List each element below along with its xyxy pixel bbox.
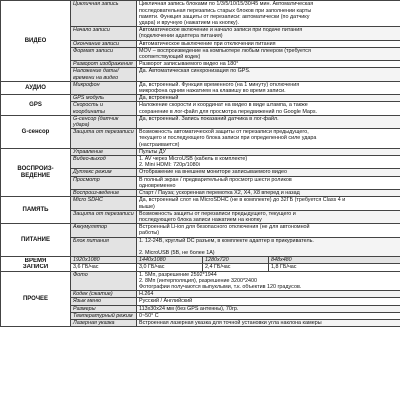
record-rate: 1,8 ГБ/час	[269, 264, 400, 271]
value-line: 1. 12-24В, круглый DC разъем, в комплекте адаптер в прикуриватель.	[139, 237, 314, 244]
row-value	[137, 312, 400, 319]
value-line: 2. Mini HDMI: 720p/1080i	[139, 162, 200, 169]
table-row	[1, 115, 400, 128]
row-label: Цикличная запись	[71, 1, 137, 27]
value-line: (подключении адаптера питания)	[139, 33, 223, 40]
value-line: Фотографии получаются выпуклыми, т.к. объектив 120 градусов.	[139, 283, 302, 290]
value-line: Отображение на внешнем мониторе записываемого видео	[139, 169, 288, 176]
value-line: 1. 5Мп, разрешение 2592*1944	[139, 271, 217, 278]
table-row	[1, 148, 400, 155]
row-label: Аккумулятор	[71, 224, 137, 237]
row-value	[137, 156, 400, 169]
row-label: Язык меню	[71, 298, 137, 305]
value-line: Старт / Пауза; ускоренная перемотка X2, X4, X8 вперед и назад	[139, 190, 300, 197]
value-line: удара) и вручную (нажатием на кнопку).	[139, 20, 240, 27]
row-value	[137, 176, 400, 189]
row-label: Окончание записи	[71, 40, 137, 47]
value-line: последовательная перезапись старых блоков при заполнении карты	[139, 7, 312, 14]
row-label: Дуплекс режим	[71, 169, 137, 176]
row-label: Просмотр	[71, 176, 137, 189]
value-line: 1. AV через MicroUSB (кабель в комплекте)	[139, 156, 248, 163]
row-value	[137, 40, 400, 47]
value-line: 0~50° C	[139, 312, 159, 319]
value-line: Да. Автоматическая синхронизация по GPS.	[139, 68, 251, 75]
row-value	[137, 169, 400, 176]
value-line: (настраивается)	[139, 141, 180, 148]
value-line: Да, встроенный. Функция временного (на 1 минуту) отключения	[139, 81, 300, 88]
row-value	[137, 197, 400, 210]
row-label: Блок питания	[71, 237, 137, 257]
value-line: Возможность защиты от перезаписи предыдущего, текущего и	[139, 210, 296, 217]
record-rate: 3,0 ГБ/час	[137, 264, 203, 271]
row-label: Защита от перезаписи	[71, 210, 137, 223]
row-label: Начало записи	[71, 27, 137, 40]
table-row	[1, 1, 400, 27]
row-value	[137, 115, 400, 128]
value-line: Пульты ДУ	[139, 148, 166, 155]
value-line: Наложение скорости и координат на видео в виде штампа, а также	[139, 102, 308, 109]
row-label: Лазерная указка	[71, 319, 137, 326]
section-video: ВИДЕО	[1, 1, 71, 81]
value-line: сохранение в лог-файл для просмотра передвижений по Google Maps.	[139, 108, 318, 115]
value-line: Цикличная запись блоками по 1/3/5/10/15/30/45 мин. Автоматическая	[139, 1, 314, 8]
row-label: G-сенсор (датчик удара)	[71, 115, 137, 128]
value-line: Да, встроенный	[139, 95, 179, 102]
row-label: Видео-выход	[71, 156, 137, 169]
row-value	[137, 298, 400, 305]
resolution-header: 1280x720	[203, 257, 269, 264]
row-value	[137, 210, 400, 223]
value-line: В полный экран / предварительный просмотр шести роликов	[139, 176, 292, 183]
row-label: Защита от перезаписи	[71, 129, 137, 149]
table-row	[1, 81, 400, 94]
table-row	[1, 257, 400, 264]
row-value	[137, 271, 400, 291]
row-value	[137, 95, 400, 102]
section-power: ПИТАНИЕ	[1, 224, 71, 257]
section-gsensor: G-сенсор	[1, 115, 71, 148]
row-value	[137, 68, 400, 81]
row-value	[137, 148, 400, 155]
section-memory: ПАМЯТЬ	[1, 197, 71, 224]
value-line: выше)	[139, 203, 155, 210]
section-gps: GPS	[1, 95, 71, 116]
row-label: Разворот изображения	[71, 61, 137, 68]
row-label: Формат записи	[71, 47, 137, 60]
row-label: Кодек (сжатие)	[71, 291, 137, 298]
row-value	[137, 129, 400, 149]
row-value	[137, 102, 400, 115]
value-line: 2. MicroUSB (5В, не более 1А)	[139, 249, 215, 256]
row-value	[137, 224, 400, 237]
row-value	[137, 319, 400, 326]
row-label: Размеры	[71, 305, 137, 312]
value-line: последующего блока записи нажатием на кнопку	[139, 216, 262, 223]
row-value	[137, 305, 400, 312]
record-rate: 2,4 ГБ/час	[203, 264, 269, 271]
value-line: памяти. Функция защиты от перезаписи: автоматически (по датчику	[139, 13, 310, 20]
value-line: Автоматическое включение и начало записи при подаче питания	[139, 27, 303, 34]
value-line: Автоматическое выключение при отключении питания	[139, 40, 276, 47]
value-line: работы)	[139, 230, 160, 237]
row-label: Micro SDHC	[71, 197, 137, 210]
row-value	[137, 61, 400, 68]
resolution-header: 1440x1080	[137, 257, 203, 264]
row-label: Воспроиз-ведение	[71, 190, 137, 197]
row-label: GPS модуль	[71, 95, 137, 102]
value-line: Разворот записываемого видео на 180°	[139, 61, 239, 68]
value-line: MOV – воспроизведение на компьютере любым плеером (требуется	[139, 47, 311, 54]
row-value	[137, 27, 400, 40]
value-line: Да, встроенный слот на MicroSDHC (не в комплекте) до 32ГБ (требуется Class 4 и	[139, 197, 346, 204]
value-line: микрофона одним нажатием на клавишу во время записи.	[139, 88, 286, 95]
resolution-header: 1920x1080	[71, 257, 137, 264]
value-line: Встроенная лазерная указка для точной установки угла наклона камеры	[139, 319, 322, 326]
value-line: Русский / Английский	[139, 298, 193, 305]
value-line: соответствующий кодек)	[139, 54, 201, 61]
record-rate: 3,6 ГБ/час	[71, 264, 137, 271]
resolution-header: 848x480	[269, 257, 400, 264]
table-row	[1, 197, 400, 210]
row-value	[137, 1, 400, 27]
row-label: Скорость и координаты	[71, 102, 137, 115]
row-label: Фото	[71, 271, 137, 291]
row-label: Наложение даты/ времени на видео	[71, 68, 137, 81]
value-line: текущего и последующего блока записи при определенной силе удара	[139, 135, 317, 142]
row-value	[137, 81, 400, 94]
value-line: H.264	[139, 291, 154, 298]
row-value	[137, 237, 400, 257]
table-row	[1, 95, 400, 102]
value-line: одновременно	[139, 182, 176, 189]
value-line: Да, встроенный. Запись показаний датчика в лог-файл.	[139, 115, 279, 122]
section-record-time: ВРЕМЯ ЗАПИСИ	[1, 257, 71, 271]
section-other: ПРОЧЕЕ	[1, 271, 71, 327]
row-label: Микрофон	[71, 81, 137, 94]
row-value	[137, 291, 400, 298]
value-line: 2. 8Мп (интерполяция), разрешение 3200*2400	[139, 277, 258, 284]
row-value	[137, 190, 400, 197]
value-line: 113x30x24 мм (без GPS антенны), 70гр.	[139, 305, 239, 312]
value-line: Возможность автоматической защиты от перезаписи предыдущего,	[139, 129, 309, 136]
row-label: Управление	[71, 148, 137, 155]
section-audio: АУДИО	[1, 81, 71, 94]
section-playback: ВОСПРОИЗ-ВЕДЕНИЕ	[1, 148, 71, 196]
table-row	[1, 271, 400, 291]
table-row	[1, 224, 400, 237]
row-label: Температурный режим	[71, 312, 137, 319]
value-line: Встроенный Li-ion для безопасного отключения (не для автономной	[139, 224, 310, 231]
row-value	[137, 47, 400, 60]
